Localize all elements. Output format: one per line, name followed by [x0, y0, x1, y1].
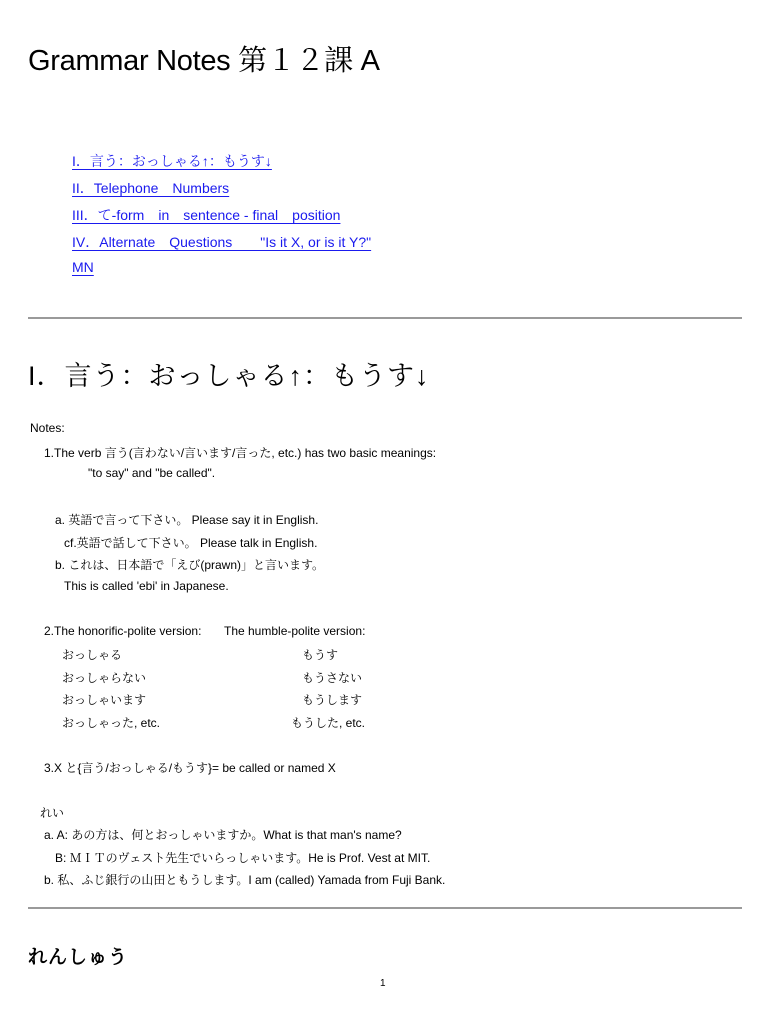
example-cf: cf.英語で話して下さい。 Please talk in English.: [64, 536, 318, 550]
note-1-line-1: 1.The verb 言う(言わない/言います/言った, etc.) has two basic meanings:: [44, 446, 437, 460]
section-1-heading: I．言う：おっしゃる↑：もうす↓: [28, 361, 430, 391]
page-number: 1: [380, 978, 386, 989]
rei-example-a: a. A: あの方は、何とおっしゃいますか。What is that man's name?: [44, 828, 402, 842]
notes-label: Notes:: [30, 421, 65, 435]
toc-link-mn[interactable]: MN: [72, 259, 94, 275]
toc-link-section-4[interactable]: IV．Alternate Questions "Is it X, or is it Y?": [72, 234, 372, 250]
example-b-english: This is called 'ebi' in Japanese.: [64, 579, 229, 593]
toc-link-section-1[interactable]: I．言う：おっしゃる↑：もうす↓: [72, 153, 272, 169]
honorific-form: おっしゃらない: [62, 671, 147, 685]
humble-form: もうします: [302, 693, 363, 707]
rei-example-b: b. 私、ふじ銀行の山田ともうします。I am (called) Yamada from Fuji Bank.: [44, 873, 446, 887]
rei-label: れい: [40, 806, 65, 820]
humble-label: The humble-polite version:: [224, 624, 366, 638]
honorific-form: おっしゃる: [62, 648, 123, 662]
divider: [28, 907, 742, 909]
honorific-form: おっしゃった, etc.: [62, 716, 161, 730]
divider: [28, 317, 742, 319]
rei-example-a-reply: B: ＭＩＴのヴェスト先生でいらっしゃいます。He is Prof. Vest at MIT.: [55, 851, 431, 865]
honorific-label: 2.The honorific-polite version:: [44, 624, 202, 638]
note-3: 3.X と{言う/おっしゃる/もうす}= be called or named X: [44, 761, 336, 775]
humble-form: もうす: [302, 648, 339, 662]
honorific-form: おっしゃいます: [62, 693, 147, 707]
page-title: Grammar Notes 第１２課 A: [28, 45, 380, 77]
example-a: a. 英語で言って下さい。 Please say it in English.: [55, 513, 319, 527]
toc-link-section-2[interactable]: II．Telephone Numbers: [72, 180, 230, 196]
toc-link-section-3[interactable]: III．て-form in sentence - final position: [72, 207, 341, 223]
humble-form: もうした, etc.: [291, 716, 366, 730]
example-b: b. これは、日本語で「えび(prawn)」と言います。: [55, 558, 325, 572]
humble-form: もうさない: [302, 671, 363, 685]
section-2-heading: れんしゅう: [28, 947, 129, 968]
note-1-line-2: "to say" and "be called".: [88, 466, 216, 480]
